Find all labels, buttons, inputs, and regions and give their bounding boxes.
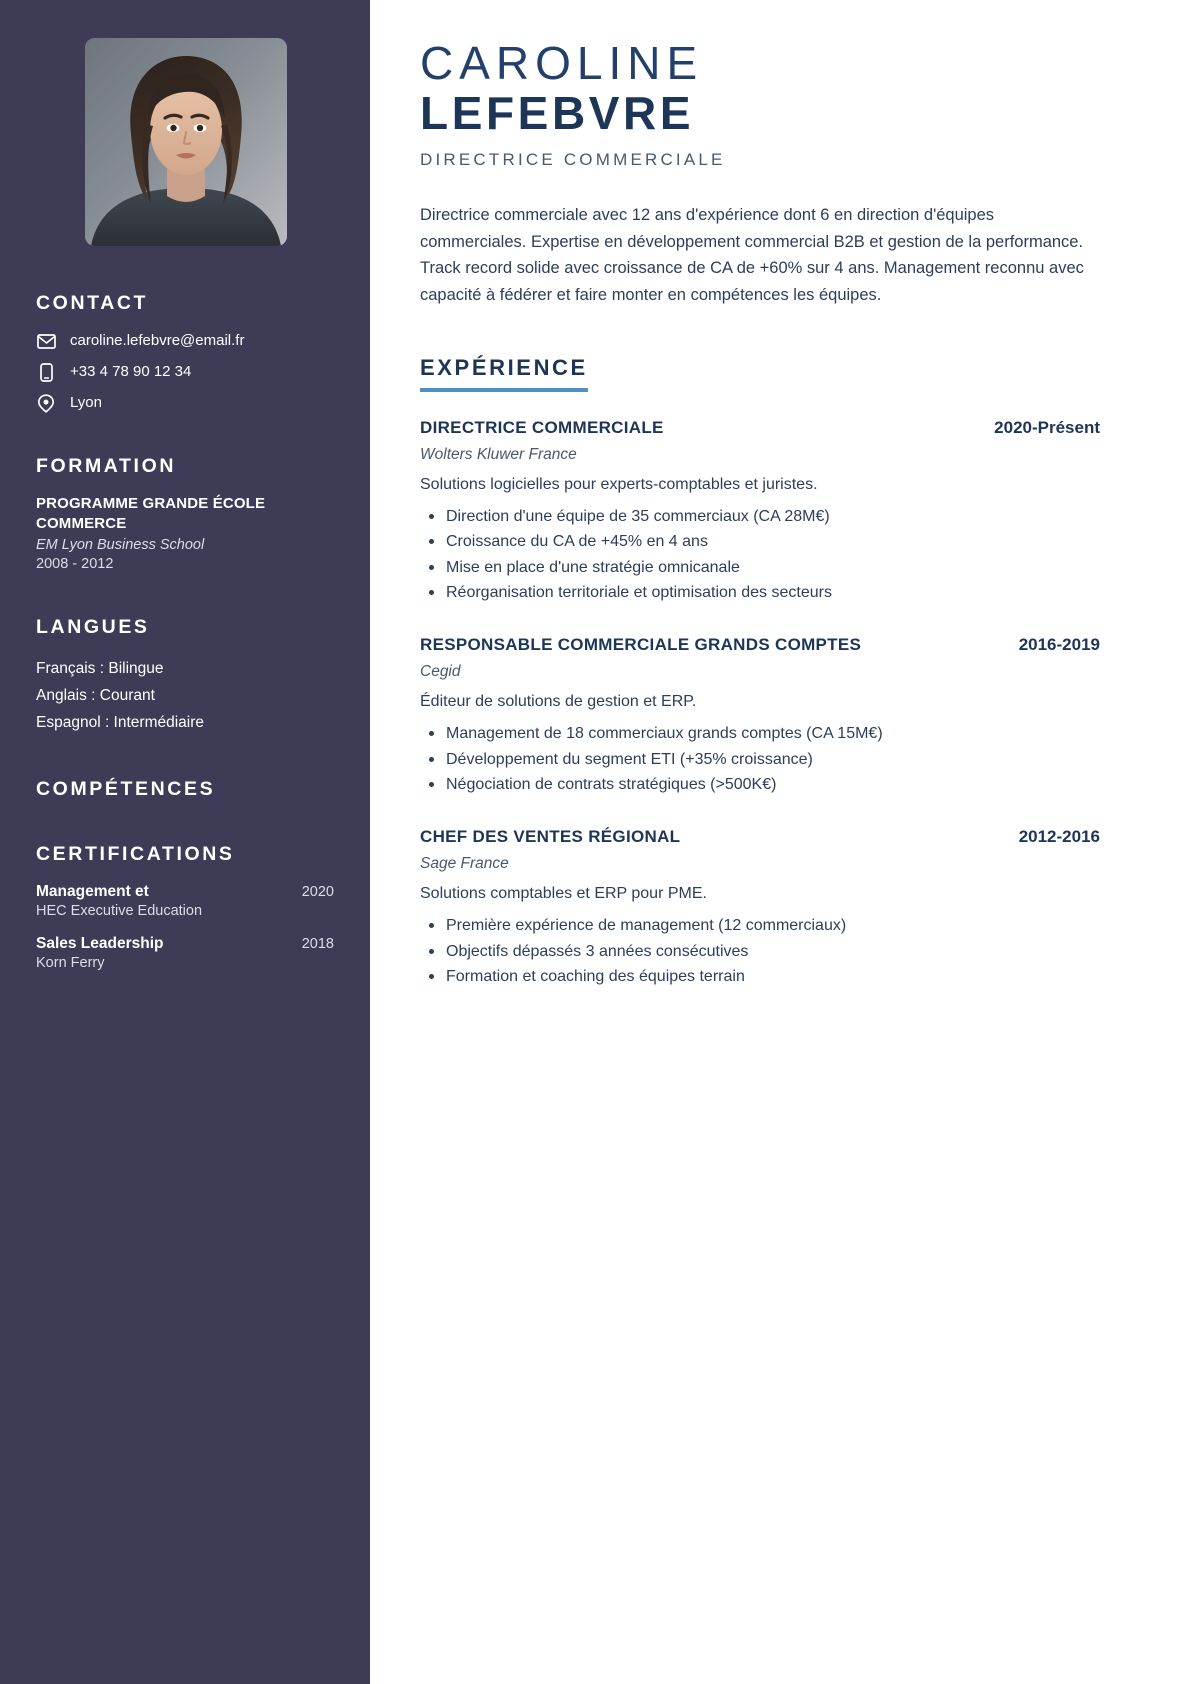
experience-item [420,827,1100,989]
experience-dates: 2020-Présent [994,417,1100,437]
certification-issuer: Korn Ferry [36,955,105,972]
sidebar-section-competences [36,778,334,801]
certification-year: 2018 [301,936,334,953]
certification-name: Sales Leadership [36,935,164,953]
experience-bullets [420,913,1100,989]
profile-photo-illustration [85,38,287,246]
contact-location-value: Lyon [70,394,102,411]
avatar [85,38,287,246]
contact-email-value: caroline.lefebvre@email.fr [70,332,245,349]
experience-bullet: Mise en place d'une stratégie omnicanale [420,555,1100,580]
experience-item [420,635,1100,797]
job-title: DIRECTRICE COMMERCIALE [420,150,726,170]
language-item: Français : Bilingue [36,660,164,678]
section-heading-experience: EXPÉRIENCE [420,355,588,392]
experience-role: RESPONSABLE COMMERCIALE GRANDS COMPTES [420,635,862,655]
experience-role: CHEF DES VENTES RÉGIONAL [420,827,681,847]
sidebar-section-contact [36,292,334,413]
sidebar-section-formation [36,455,334,574]
education-years: 2008 - 2012 [36,556,114,573]
sidebar [0,0,370,1684]
experience-company: Cegid [420,663,461,681]
experience-bullet: Objectifs dépassés 3 années consécutives [420,939,1100,964]
experience-header [420,635,1100,655]
experience-header [420,418,1100,438]
experience-item [420,418,1100,605]
education-degree: PROGRAMME GRANDE ÉCOLE COMMERCE [36,495,266,532]
language-item: Espagnol : Intermédiaire [36,713,205,731]
contact-item-location[interactable] [36,393,334,413]
main-content [370,0,1190,1684]
section-heading-formation: FORMATION [36,455,177,477]
experience-bullet: Formation et coaching des équipes terrain [420,964,1100,989]
experience-role: DIRECTRICE COMMERCIALE [420,417,664,437]
language-list [36,656,334,736]
certification-header [36,883,334,901]
section-heading-certifications: CERTIFICATIONS [36,843,235,866]
section-heading-langues: LANGUES [36,616,150,639]
education-school: EM Lyon Business School [36,536,205,553]
contact-phone-value: +33 4 78 90 12 34 [70,363,192,380]
certification-issuer: HEC Executive Education [36,903,203,920]
certification-list [36,883,334,971]
experience-company: Sage France [420,855,509,873]
contact-item-email[interactable] [36,331,334,351]
experience-company: Wolters Kluwer France [420,445,577,463]
experience-bullet: Réorganisation territoriale et optimisation des secteurs [420,580,1100,605]
section-heading-competences: COMPÉTENCES [36,778,216,801]
mail-icon [36,331,56,351]
sidebar-section-langues [36,616,334,736]
resume-header [420,38,1100,170]
professional-summary: Directrice commerciale avec 12 ans d'expérience dont 6 en direction d'équipes commerciales. Expertise en développement commercial B2B et gestion de la performance. Track record solide avec croissance de CA de +60% sur 4 ans. Management reconnu avec capacité à fédérer et faire monter en compétences les équipes. [420,206,1084,305]
experience-bullet: Management de 18 commerciaux grands comptes (CA 15M€) [420,721,1100,746]
experience-dates: 2016-2019 [1018,635,1100,655]
location-pin-icon [36,393,56,413]
experience-description: Solutions comptables et ERP pour PME. [420,885,707,903]
contact-item-phone[interactable] [36,362,334,382]
experience-bullet: Développement du segment ETI (+35% croissance) [420,747,1100,772]
experience-description: Éditeur de solutions de gestion et ERP. [420,693,697,711]
experience-dates: 2012-2016 [1018,827,1100,847]
certification-header [36,935,334,953]
experience-list [420,418,1100,989]
certification-item [36,883,334,919]
section-heading-contact: CONTACT [36,292,149,314]
certification-name: Management et [36,883,149,901]
education-entry [36,494,334,574]
language-item: Anglais : Courant [36,686,155,704]
experience-description: Solutions logicielles pour experts-comptables et juristes. [420,475,818,493]
experience-bullet: Croissance du CA de +45% en 4 ans [420,529,1100,554]
sidebar-section-certifications [36,843,334,971]
certification-item [36,935,334,971]
experience-bullets [420,721,1100,797]
last-name: LEFEBVRE [420,86,695,139]
first-name: CAROLINE [420,37,704,89]
certification-year: 2020 [301,884,334,901]
phone-icon [36,362,56,382]
contact-list [36,331,334,413]
experience-bullet: Direction d'une équipe de 35 commerciaux (CA 28M€) [420,504,1100,529]
experience-bullet: Première expérience de management (12 commerciaux) [420,913,1100,938]
experience-bullet: Négociation de contrats stratégiques (>500K€) [420,772,1100,797]
experience-header [420,827,1100,847]
experience-bullets [420,504,1100,605]
